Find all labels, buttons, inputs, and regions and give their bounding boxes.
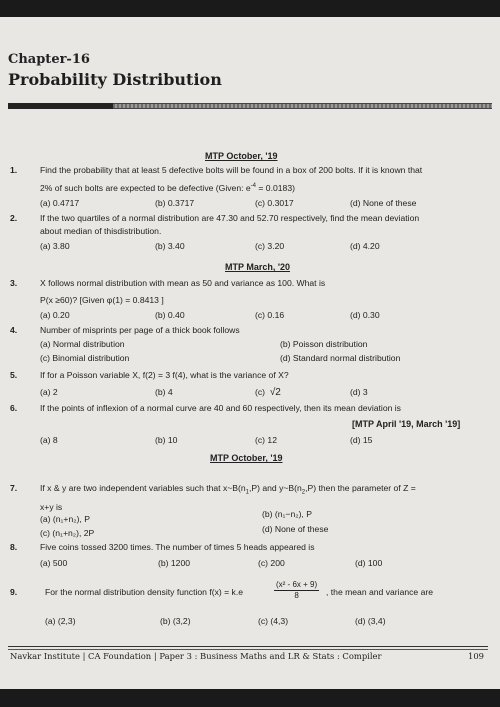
question-1	[0, 165, 500, 181]
section-heading: MTP October, '19	[205, 151, 278, 161]
page-number: 109	[468, 651, 484, 661]
option-b: (b) (n₁−n₂), P	[262, 509, 312, 519]
question-text: Find the probability that at least 5 defective bolts will be found in a box of 200 bolts. If it is known that	[40, 165, 423, 175]
option-a: (a) 500	[40, 558, 68, 568]
option-b: (b) 0.40	[155, 310, 185, 320]
options-row	[0, 387, 500, 403]
option-c: (c) (4,3)	[258, 616, 289, 626]
question-text: about median of thisdistribution.	[40, 226, 162, 236]
options-row	[0, 353, 500, 369]
footer-rule	[8, 646, 488, 647]
question-text: X follows normal distribution with mean as 50 and variance as 100. What is	[40, 278, 326, 288]
question-text: 2% of such bolts are expected to be defective (Given: $e^{-4} = 0.0183$)	[40, 182, 295, 193]
option-d: (d) 0.30	[350, 310, 380, 320]
question-number: 4.	[10, 325, 18, 335]
option-d: (d) 100	[355, 558, 383, 568]
question-3	[0, 278, 500, 294]
option-a: (a) 2	[40, 387, 58, 397]
footer-rule	[8, 649, 488, 650]
option-b: (b) (3,2)	[160, 616, 191, 626]
option-b: (b) 1200	[158, 558, 191, 568]
option-a: (a) 0.4717	[40, 198, 80, 208]
option-a: (a) 3.80	[40, 241, 70, 251]
option-d: (d) 3	[350, 387, 368, 397]
question-text: Five coins tossed 3200 times. The number of times 5 heads appeared is	[40, 542, 315, 552]
exponent-fraction: $\frac{\text{(x² - 6x + 9)}}{8}$	[276, 580, 318, 600]
question-7	[0, 483, 500, 499]
question-number: 5.	[10, 370, 18, 380]
option-d: (d) 4.20	[350, 241, 380, 251]
option-d: (d) Standard normal distribution	[280, 353, 401, 363]
option-a: (a) (n₁+n₂), P	[40, 514, 90, 524]
option-d: (d) (3,4)	[355, 616, 386, 626]
options-row	[0, 198, 500, 214]
section-heading: MTP October, '19	[210, 453, 283, 463]
question-2-line2	[0, 226, 500, 242]
options-row	[0, 558, 500, 574]
question-text: If the two quartiles of a normal distribution are 47.30 and 52.70 respectively, find the mean deviation	[40, 213, 420, 223]
option-b: (b) 3.40	[155, 241, 185, 251]
option-c: (c) 0.3017	[255, 198, 294, 208]
option-c: (c) √2	[255, 387, 281, 398]
option-a: (a) (2,3)	[45, 616, 76, 626]
options-row	[0, 435, 500, 451]
option-c: (c) 3.20	[255, 241, 285, 251]
question-number: 7.	[10, 483, 18, 493]
options-row	[0, 241, 500, 257]
option-d: (d) None of these	[262, 524, 329, 534]
question-8	[0, 542, 500, 558]
chapter-title: Probability Distribution	[8, 70, 222, 89]
option-c: (c) 0.16	[255, 310, 285, 320]
question-text: If x & y are two independent variables such that $x\sim B(n_1,P)$ and $y\sim B(n_2,P)$ then the parameter of Z =	[40, 483, 416, 496]
option-c: (c) 200	[258, 558, 285, 568]
option-d: (d) 15	[350, 435, 373, 445]
options-row	[0, 310, 500, 326]
question-number: 3.	[10, 278, 18, 288]
question-6	[0, 403, 500, 419]
question-text: x+y is	[40, 502, 63, 512]
title-rule	[8, 103, 492, 109]
question-text: Number of misprints per page of a thick book follows	[40, 325, 240, 335]
option-a: (a) 8	[40, 435, 58, 445]
footer-text: Navkar Institute | CA Foundation | Paper 3 : Business Maths and LR & Stats : Compiler	[10, 651, 382, 661]
question-text: If for a Poisson variable X, f(2) = 3 f(4), what is the variance of X?	[40, 370, 289, 380]
question-number: 6.	[10, 403, 18, 413]
question-text: If the points of inflexion of a normal curve are 40 and 60 respectively, then its mean deviation is	[40, 403, 401, 413]
question-text: P(x ≥60)? [Given φ(1) = 0.8413 ]	[40, 295, 164, 305]
option-b: (b) 10	[155, 435, 178, 445]
option-b: (b) Poisson distribution	[280, 339, 368, 349]
question-number: 2.	[10, 213, 18, 223]
question-number: 8.	[10, 542, 18, 552]
option-c: (c) 12	[255, 435, 277, 445]
book-page	[0, 17, 500, 689]
question-text: For the normal distribution density function f(x) = k.e	[45, 587, 243, 597]
question-9	[0, 580, 500, 606]
option-b: (b) 4	[155, 387, 173, 397]
option-a: (a) 0.20	[40, 310, 70, 320]
option-c: (c) Binomial distribution	[40, 353, 130, 363]
option-b: (b) 0.3717	[155, 198, 195, 208]
question-number: 1.	[10, 165, 18, 175]
section-heading: MTP March, '20	[225, 262, 290, 272]
question-number: 9.	[10, 587, 18, 597]
options-row	[0, 616, 500, 632]
option-c: (c) (n₁+n₂), 2P	[40, 528, 95, 538]
option-a: (a) Normal distribution	[40, 339, 125, 349]
section-heading: [MTP April '19, March '19]	[352, 419, 461, 429]
question-1-line2	[0, 181, 500, 197]
option-d: (d) None of these	[350, 198, 417, 208]
question-text: , the mean and variance are	[326, 587, 434, 597]
chapter-number: Chapter-16	[8, 52, 90, 67]
question-3-line2	[0, 295, 500, 311]
question-5	[0, 370, 500, 386]
